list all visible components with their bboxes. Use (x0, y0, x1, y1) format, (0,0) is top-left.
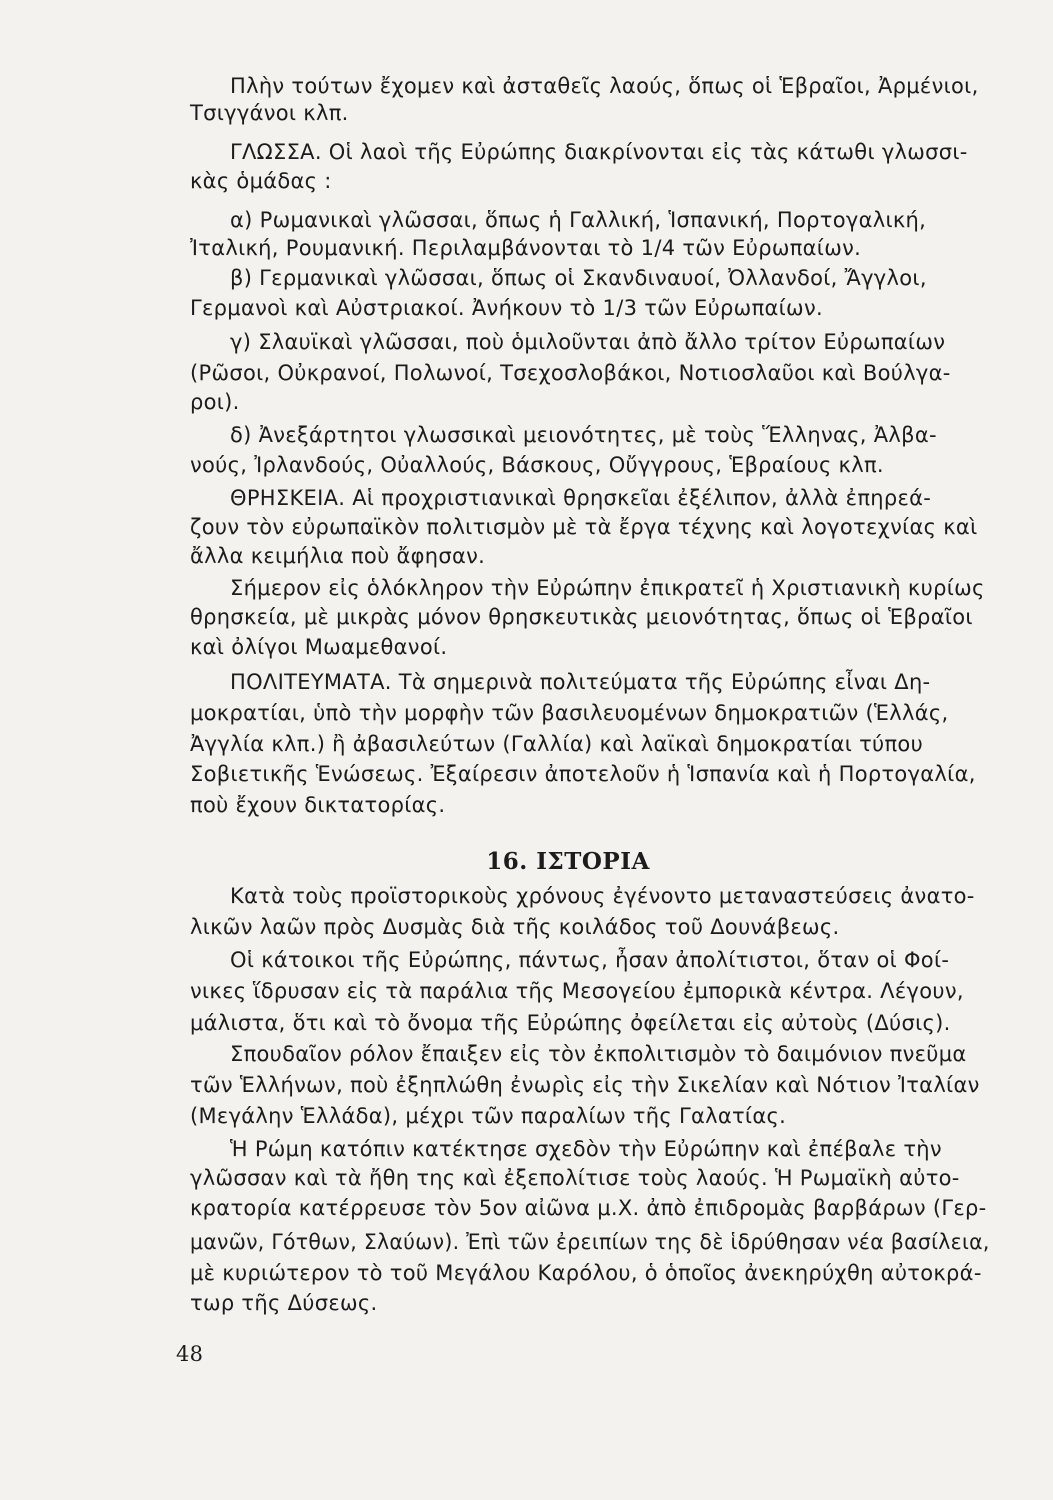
text-line: Σήμερον εἰς ὁλόκληρον τὴν Εὐρώπην ἐπικρατεῖ ἡ Χριστιανικὴ κυρίως (230, 576, 985, 600)
text-line: ΓΛΩΣΣΑ. Οἱ λαοὶ τῆς Εὐρώπης διακρίνονται εἰς τὰς κάτωθι γλωσσι- (230, 140, 968, 164)
text-line: μὲ κυριώτερον τὸ τοῦ Μεγάλου Καρόλου, ὁ ὁποῖος ἀνεκηρύχθη αὐτοκρά- (190, 1261, 982, 1285)
text-line: μοκρατίαι, ὑπὸ τὴν μορφὴν τῶν βασιλευομένων δημοκρατιῶν (Ἑλλάς, (190, 701, 949, 725)
text-line: Ἰταλική, Ρουμανική. Περιλαμβάνονται τὸ 1/4 τῶν Εὐρωπαίων. (190, 236, 862, 260)
text-line: κὰς ὁμάδας : (190, 169, 332, 193)
text-line: Ἀγγλία κλπ.) ἢ ἀβασιλεύτων (Γαλλία) καὶ λαϊκαὶ δημοκρατίαι τύπου (190, 732, 924, 756)
text-line: νικες ἵδρυσαν εἰς τὰ παράλια τῆς Μεσογείου ἐμπορικὰ κέντρα. Λέγουν, (190, 979, 964, 1003)
text-line: Σπουδαῖον ρόλον ἔπαιξεν εἰς τὸν ἐκπολιτισμὸν τὸ δαιμόνιον πνεῦμα (230, 1042, 967, 1066)
text-line: (Ρῶσοι, Οὐκρανοί, Πολωνοί, Τσεχοσλοβάκοι, Νοτιοσλαῦοι καὶ Βούλγα- (190, 361, 951, 385)
text-line: μανῶν, Γότθων, Σλαύων). Ἐπὶ τῶν ἐρειπίων της δὲ ἱδρύθησαν νέα βασίλεια, (190, 1230, 990, 1254)
text-line: καὶ ὀλίγοι Μωαμεθανοί. (190, 635, 448, 659)
text-line: ζουν τὸν εὐρωπαϊκὸν πολιτισμὸν μὲ τὰ ἔργα τέχνης καὶ λογοτεχνίας καὶ (190, 515, 978, 539)
text-line: ἄλλα κειμήλια ποὺ ἄφησαν. (190, 544, 486, 568)
text-line: Οἱ κάτοικοι τῆς Εὐρώπης, πάντως, ἦσαν ἀπολίτιστοι, ὅταν οἱ Φοί- (230, 948, 950, 972)
text-line: Ἡ Ρώμη κατόπιν κατέκτησε σχεδὸν τὴν Εὐρώπην καὶ ἐπέβαλε τὴν (230, 1137, 942, 1161)
text-line: ροι). (190, 390, 240, 414)
text-line: (Μεγάλην Ἑλλάδα), μέχρι τῶν παραλίων τῆς Γαλατίας. (190, 1104, 787, 1128)
text-line: β) Γερμανικαὶ γλῶσσαι, ὅπως οἱ Σκανδιναυοί, Ὀλλανδοί, Ἄγγλοι, (230, 266, 927, 290)
text-line: λικῶν λαῶν πρὸς Δυσμὰς διὰ τῆς κοιλάδος τοῦ Δουνάβεως. (190, 915, 840, 939)
text-line: δ) Ἀνεξάρτητοι γλωσσικαὶ μειονότητες, μὲ τοὺς Ἕλληνας, Ἀλβα- (230, 423, 937, 447)
text-line: Κατὰ τοὺς προϊστορικοὺς χρόνους ἐγένοντο μεταναστεύσεις ἀνατο- (230, 884, 975, 908)
text-line: ποὺ ἔχουν δικτατορίας. (190, 793, 446, 817)
text-line: γ) Σλαυϊκαὶ γλῶσσαι, ποὺ ὁμιλοῦνται ἀπὸ ἄλλο τρίτον Εὐρωπαίων (230, 330, 946, 354)
text-line: τωρ τῆς Δύσεως. (190, 1291, 378, 1315)
text-line: ΘΡΗΣΚΕΙΑ. Αἱ προχριστιανικαὶ θρησκεῖαι ἐξέλιπον, ἀλλὰ ἐπηρεά- (230, 486, 932, 510)
text-line: ΠΟΛΙΤΕΥΜΑΤΑ. Τὰ σημερινὰ πολιτεύματα τῆς Εὐρώπης εἶναι Δη- (230, 670, 931, 694)
page-number: 48 (176, 1342, 204, 1366)
text-line: Γερμανοὶ καὶ Αὐστριακοί. Ἀνήκουν τὸ 1/3 τῶν Εὐρωπαίων. (190, 296, 823, 320)
text-line: Πλὴν τούτων ἔχομεν καὶ ἀσταθεῖς λαούς, ὅπως οἱ Ἑβραῖοι, Ἀρμένιοι, (230, 74, 979, 98)
text-line: θρησκεία, μὲ μικρὰς μόνον θρησκευτικὰς μειονότητας, ὅπως οἱ Ἑβραῖοι (190, 605, 973, 629)
section-heading: 16. ΙΣΤΟΡΙΑ (486, 848, 650, 875)
text-line: νούς, Ἰρλανδούς, Οὐαλλούς, Βάσκους, Οὔγγρους, Ἑβραίους κλπ. (190, 453, 884, 477)
text-line: μάλιστα, ὅτι καὶ τὸ ὄνομα τῆς Εὐρώπης ὀφείλεται εἰς αὐτοὺς (Δύσις). (190, 1011, 951, 1035)
text-line: Τσιγγάνοι κλπ. (190, 101, 349, 125)
text-line: γλῶσσαν καὶ τὰ ἤθη της καὶ ἐξεπολίτισε τοὺς λαούς. Ἡ Ρωμαϊκὴ αὐτο- (190, 1166, 960, 1190)
text-line: α) Ρωμανικαὶ γλῶσσαι, ὅπως ἡ Γαλλική, Ἱσπανική, Πορτογαλική, (230, 208, 927, 232)
text-line: κρατορία κατέρρευσε τὸν 5ον αἰῶνα μ.Χ. ἀπὸ ἐπιδρομὰς βαρβάρων (Γερ- (190, 1196, 987, 1220)
text-line: Σοβιετικῆς Ἑνώσεως. Ἐξαίρεσιν ἀποτελοῦν ἡ Ἱσπανία καὶ ἡ Πορτογαλία, (190, 762, 976, 786)
text-line: τῶν Ἑλλήνων, ποὺ ἐξηπλώθη ἐνωρὶς εἰς τὴν Σικελίαν καὶ Νότιον Ἰταλίαν (190, 1073, 980, 1097)
